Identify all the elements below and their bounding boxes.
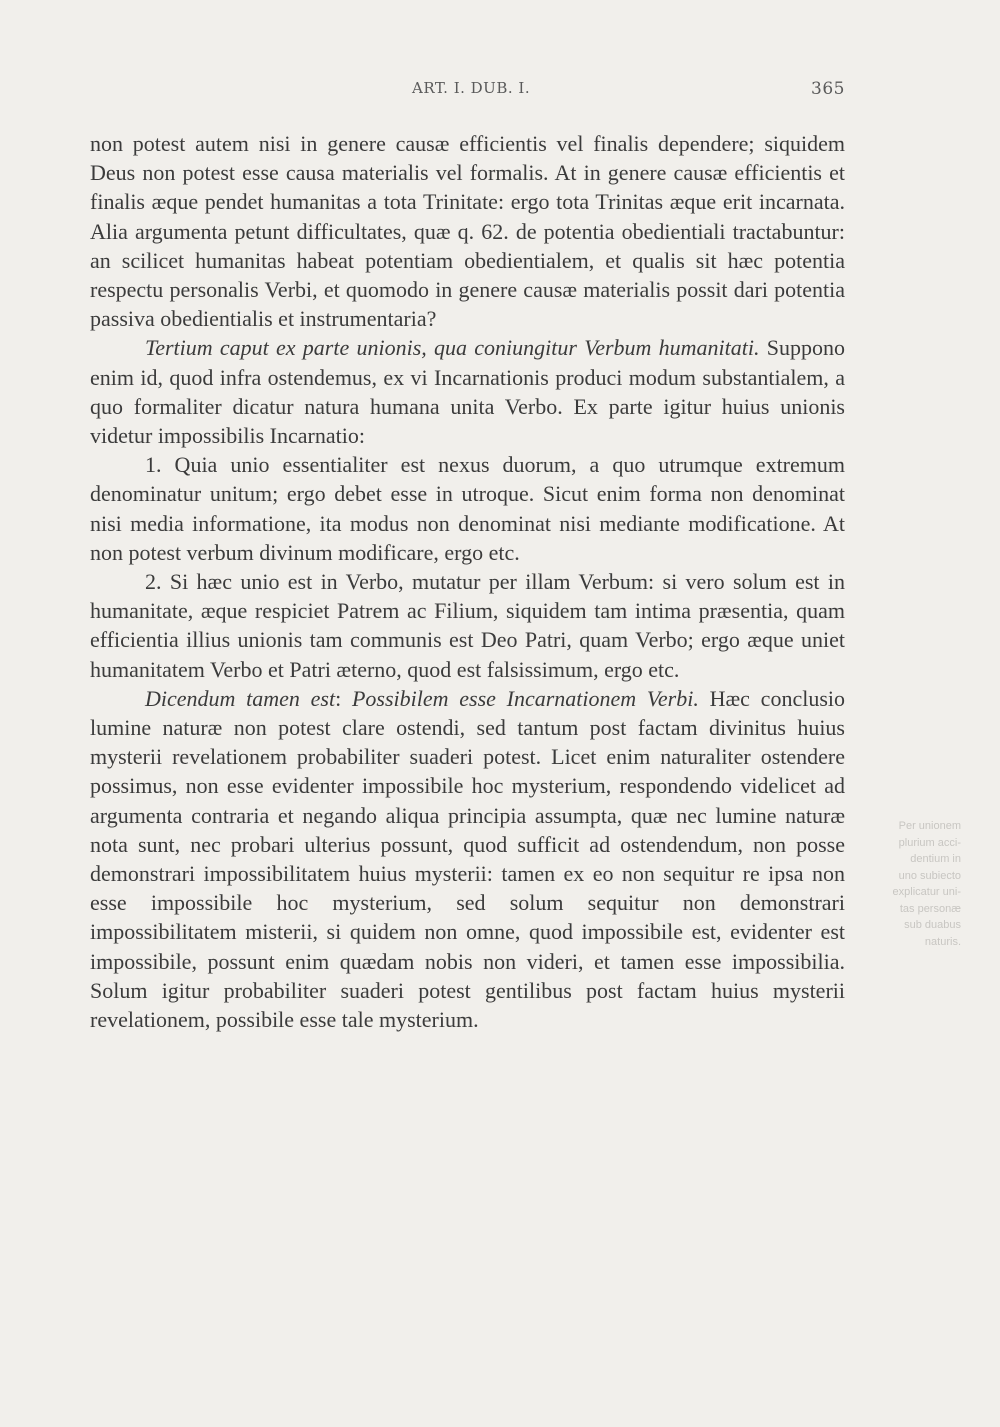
running-title: ART. I. DUB. I. (412, 79, 531, 97)
running-head (90, 79, 845, 103)
paragraph-5-thesis: Possibilem esse Incarnationem Verbi. (351, 685, 699, 711)
margin-note-line: uno subiecto (898, 869, 961, 882)
margin-note (853, 818, 961, 950)
paragraph-5 (90, 684, 845, 1034)
paragraph-3: 1. Quia unio essentialiter est nexus duorum, a quo utrumque extremum denominatur unitum; ergo debet esse in utroque. Sicut enim forma non denominat nisi media informatione, ita modus non denominat nisi mediante modificatione. At non potest verbum divinum modificare, ergo etc. (90, 452, 845, 565)
margin-note-line: plurium acci- (898, 836, 961, 849)
paragraph-2 (90, 333, 845, 450)
paragraph-5-text: Hæc conclusio lumine naturæ non potest clare ostendi, sed tantum post factam divinitus huius mysterii revelationem probabiliter suaderi potest. Licet enim naturaliter ostendere possimus, non esse evidenter impossibile hoc mysterium, respondendo videlicet ad argumenta contraria et negando aliqua principia assumpta, quæ nec lumine naturæ nota sunt, nec probari ulterius possunt, quod sufficit ad ostendendum, non posse demonstrari impossibilitatem huius mysterii: tamen ex eo non sequitur re ipsa non esse impossibile hoc mysterium, sed solum sequitur non demonstrari impossibilitatem misterii, si quidem non omne, quod impossibile est, evidenter est impossibile, possunt enim quædam nobis non videri, et tamen esse impossibilia. Solum igitur probabiliter suaderi potest gentilibus post factam huius mysterii revelationem, possibile esse tale mysterium. (90, 685, 845, 1033)
paragraph-2-text: Suppono enim id, quod infra ostendemus, ex vi Incarnationis produci modum substantialem, a quo formaliter dicatur natura humana unita Verbo. Ex parte igitur huius unionis videtur impossibilis Incarnatio: (90, 335, 845, 449)
paragraph-2-heading: Tertium caput ex parte unionis, qua coniungitur Verbum humanitati. (145, 335, 760, 361)
margin-note-line: dentium in (910, 853, 961, 865)
margin-note-line: explicatur uni- (892, 886, 961, 898)
page-number: 365 (811, 79, 845, 99)
paragraph-1: non potest autem nisi in genere causæ efficientis vel finalis dependere; siquidem Deus non potest esse causa materialis vel formalis. At in genere causæ efficientis et finalis æque pendet humanitas a tota Trinitate: ergo tota Trinitas æque erit incarnata. Alia argumenta petunt difficultates, quæ q. 62. de potentia obedientiali tractabuntur: an scilicet humanitas habeat potentiam obedientialem, et qualis sit hæc potentia respectu personalis Verbi, et quomodo in genere causæ materialis possit dari potentia passiva obedientialis et instrumentaria? (90, 131, 845, 332)
margin-note-line: naturis. (924, 935, 961, 948)
margin-note-line: Per unionem (898, 820, 961, 832)
main-text (90, 129, 845, 1034)
paragraph-4: 2. Si hæc unio est in Verbo, mutatur per illam Verbum: si vero solum est in humanitate, æque respiciet Patrem ac Filium, siquidem tam intima præsentia, quam efficientia illius unionis tam communis est Deo Patri, quam Verbo; ergo æque uniet humanitatem Verbo et Patri æterno, quod est falsissimum, ergo etc. (90, 569, 845, 682)
paragraph-5-colon: : (335, 685, 352, 711)
margin-note-line: tas personæ (899, 902, 961, 915)
paragraph-5-lead: Dicendum tamen est (145, 685, 336, 711)
margin-note-line: sub duabus (904, 919, 961, 931)
